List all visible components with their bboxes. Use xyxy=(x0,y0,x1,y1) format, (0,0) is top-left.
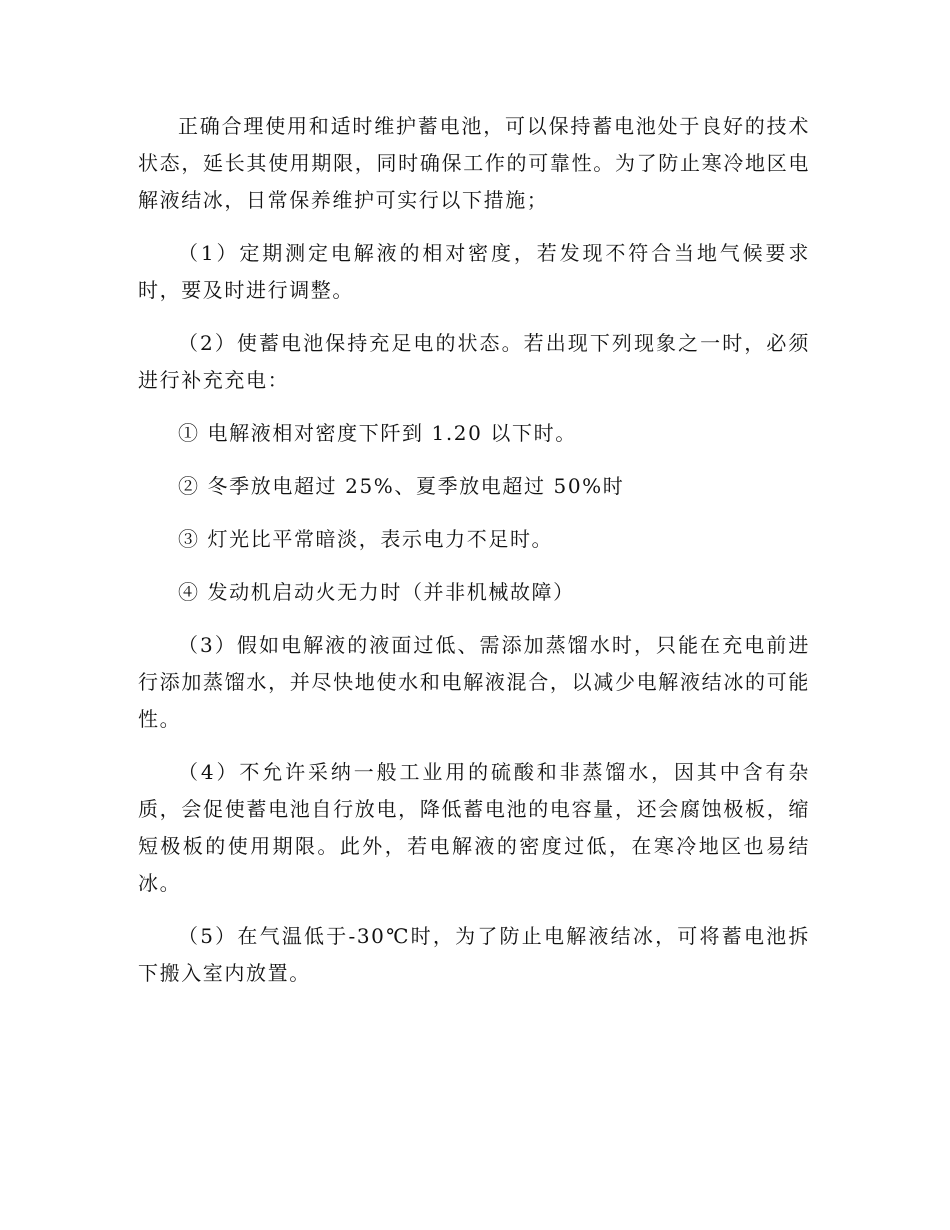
measure-item-4: （4）不允许采纳一般工业用的硫酸和非蒸馏水，因其中含有杂质，会促使蓄电池自行放电，降低蓄电池的电容量，还会腐蚀极板，缩短极板的使用期限。此外，若电解液的密度过低，在寒冷地区也易结冰。 xyxy=(138,760,810,895)
condition-item-3: ③ 灯光比平常暗淡，表示电力不足时。 xyxy=(178,527,554,551)
condition-item-2: ② 冬季放电超过 25%、夏季放电超过 50%时 xyxy=(178,474,625,498)
condition-item-1: ① 电解液相对密度下阡到 1.20 以下时。 xyxy=(178,421,577,445)
measure-item-2: （2）使蓄电池保持充足电的状态。若出现下列现象之一时，必须进行补充充电： xyxy=(138,331,810,392)
condition-item-4: ④ 发动机启动火无力时（并非机械故障） xyxy=(178,580,575,604)
intro-paragraph: 正确合理使用和适时维护蓄电池，可以保持蓄电池处于良好的技术状态，延长其使用期限，同时确保工作的可靠性。为了防止寒冷地区电解液结冰，日常保养维护可实行以下措施； xyxy=(138,114,810,212)
measure-item-3: （3）假如电解液的液面过低、需添加蒸馏水时，只能在充电前进行添加蒸馏水，并尽快地使水和电解液混合，以减少电解液结冰的可能性。 xyxy=(138,633,810,731)
measure-item-1: （1）定期测定电解液的相对密度，若发现不符合当地气候要求时，要及时进行调整。 xyxy=(138,241,810,302)
document-body xyxy=(138,108,810,1008)
measure-item-5: （5）在气温低于-30℃时，为了防止电解液结冰，可将蓄电池拆下搬入室内放置。 xyxy=(138,924,810,985)
